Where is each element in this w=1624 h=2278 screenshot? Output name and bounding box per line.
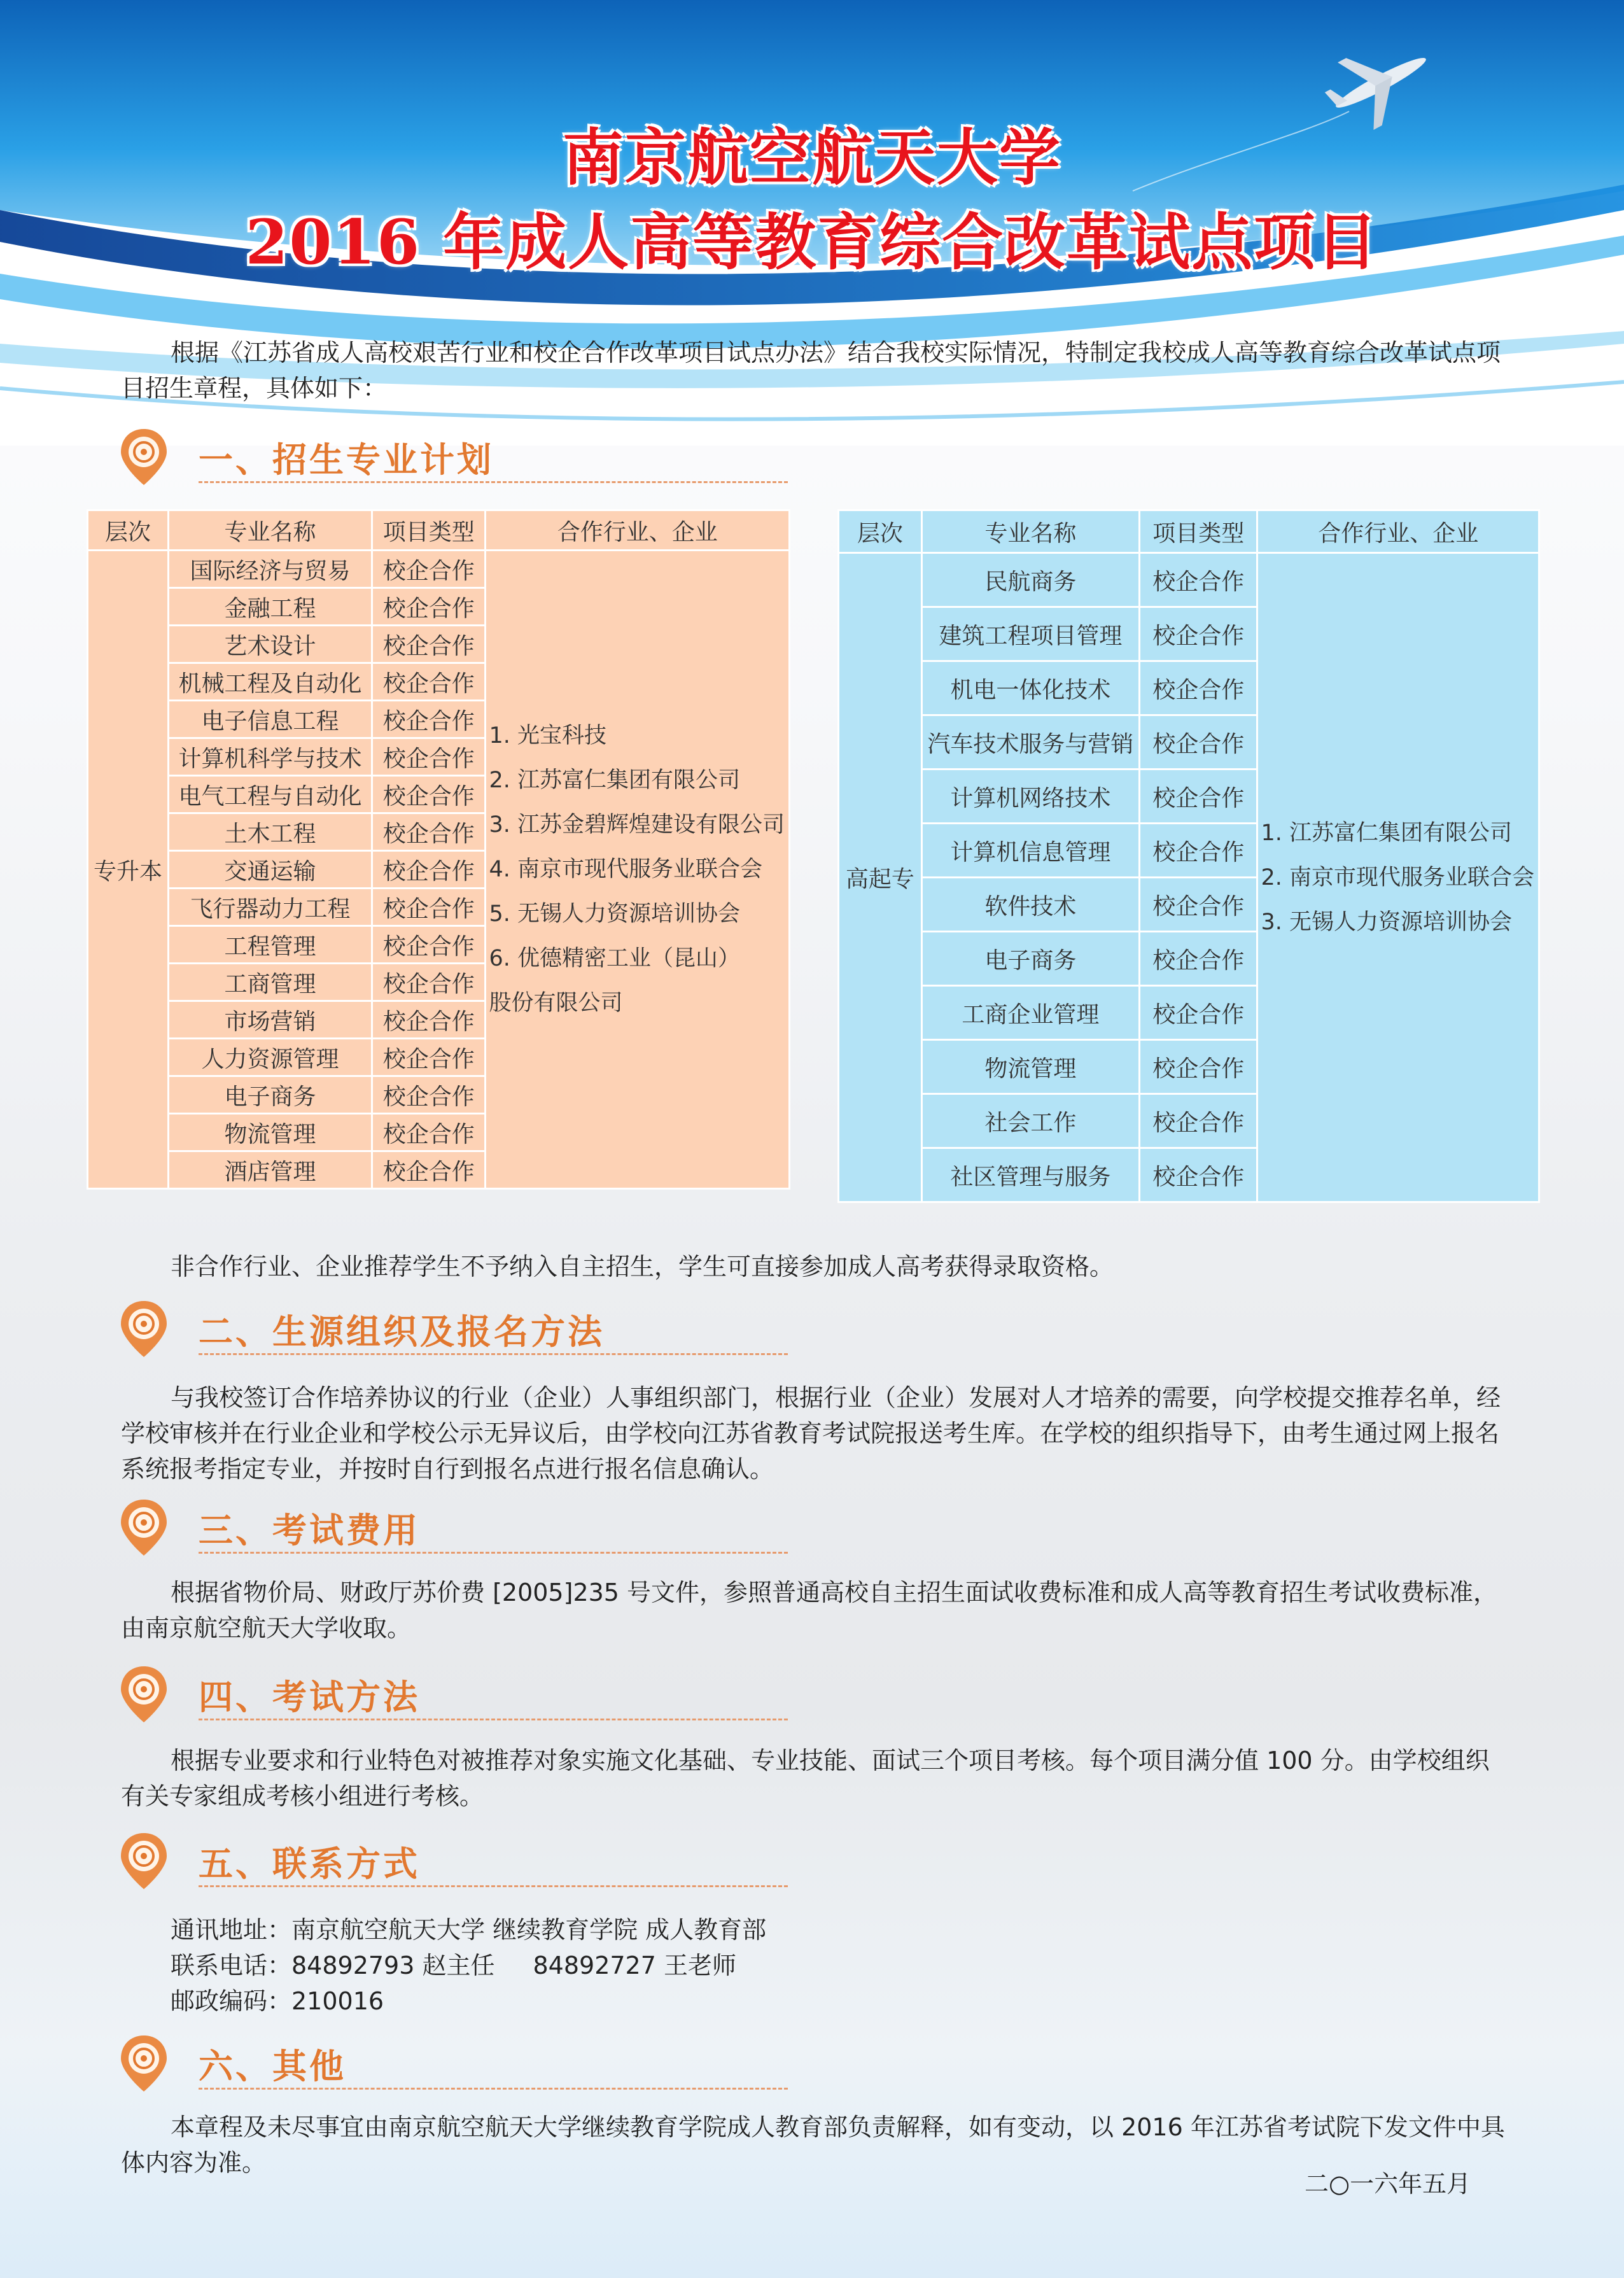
partners-cell [1257,553,1539,1202]
location-pin-icon [118,1831,169,1892]
partner-item: 1. 光宝科技 [489,723,606,749]
type-cell: 校企合作 [372,813,486,851]
type-cell: 校企合作 [1140,1148,1257,1202]
type-cell: 校企合作 [372,1001,486,1039]
type-cell: 校企合作 [372,851,486,889]
major-cell: 社区管理与服务 [921,1148,1139,1202]
type-cell: 校企合作 [372,926,486,964]
major-cell: 工商管理 [169,964,372,1001]
header-major: 专业名称 [921,510,1139,553]
section-heading-5 [118,1831,691,1894]
major-cell: 计算机网络技术 [921,770,1139,824]
type-cell: 校企合作 [372,1151,486,1189]
partner-item: 2. 南京市现代服务业联合会 [1261,864,1534,890]
major-cell: 人力资源管理 [169,1039,372,1076]
major-cell: 计算机科学与技术 [169,738,372,776]
type-cell: 校企合作 [1140,553,1257,607]
major-cell: 土木工程 [169,813,372,851]
section3-paragraph [121,1575,1508,1646]
header-major: 专业名称 [169,510,372,551]
plan-table-junior-college [837,509,1540,1203]
type-cell: 校企合作 [372,964,486,1001]
section-title: 一、招生专业计划 [199,440,494,480]
issue-date: 二○一六年五月 [1305,2170,1471,2198]
intro-paragraph [121,335,1508,406]
type-cell: 校企合作 [1140,607,1257,661]
type-cell: 校企合作 [1140,661,1257,715]
location-pin-icon [118,2033,169,2094]
type-cell: 校企合作 [372,776,486,813]
major-cell: 民航商务 [921,553,1139,607]
title-line-2: 2016 年成人高等教育综合改革试点项目 [245,206,1379,278]
major-cell: 建筑工程项目管理 [921,607,1139,661]
partner-item: 3. 无锡人力资源培训协会 [1261,909,1512,935]
major-cell: 软件技术 [921,878,1139,932]
type-cell: 校企合作 [372,588,486,626]
intro-text: 根据《江苏省成人高校艰苦行业和校企合作改革项目试点办法》结合我校实际情况，特制定我校成人高等教育综合改革试点项目招生章程，具体如下： [121,339,1501,402]
location-pin-icon [118,1497,169,1558]
section6-text: 本章程及未尽事宜由南京航空航天大学继续教育学院成人教育部负责解释，如有变动，以 2016 年江苏省考试院下发文件中具体内容为准。 [121,2113,1505,2177]
contact-address: 通讯地址：南京航空航天大学 继续教育学院 成人教育部 [171,1916,767,1944]
level-cell: 专升本 [88,551,169,1189]
location-pin-icon [118,1298,169,1360]
type-cell: 校企合作 [372,626,486,663]
location-pin-icon [118,1664,169,1725]
section-heading-1 [118,426,691,490]
contact-phone-1: 联系电话：84892793 赵主任 [171,1951,495,1979]
header-type: 项目类型 [1140,510,1257,553]
major-cell: 机电一体化技术 [921,661,1139,715]
partner-item: 6. 优德精密工业（昆山） [489,946,740,971]
type-cell: 校企合作 [372,738,486,776]
location-pin-icon [118,426,169,488]
contact-postcode: 邮政编码：210016 [171,1987,384,2015]
type-cell: 校企合作 [1140,878,1257,932]
partner-item: 股份有限公司 [489,990,623,1016]
section-divider [199,1719,788,1720]
contact-phone-2: 84892727 王老师 [533,1951,736,1979]
section-divider [199,1353,788,1355]
table-header-row [88,510,790,551]
section-heading-6 [118,2033,691,2097]
plan-table-upgrade [87,509,790,1190]
type-cell: 校企合作 [372,663,486,701]
note-text: 非合作行业、企业推荐学生不予纳入自主招生，学生可直接参加成人高考获得录取资格。 [171,1253,1114,1281]
partner-item: 2. 江苏富仁集团有限公司 [489,768,740,793]
major-cell: 飞行器动力工程 [169,889,372,926]
type-cell: 校企合作 [372,701,486,738]
level-cell: 高起专 [839,553,922,1202]
section-title: 四、考试方法 [199,1677,420,1717]
type-cell: 校企合作 [1140,986,1257,1040]
section-title: 二、生源组织及报名方法 [199,1312,605,1352]
major-cell: 物流管理 [169,1114,372,1151]
type-cell: 校企合作 [372,1114,486,1151]
partner-item: 1. 江苏富仁集团有限公司 [1261,820,1512,846]
major-cell: 电子商务 [921,932,1139,986]
header-level: 层次 [88,510,169,551]
section-title: 六、其他 [199,2046,346,2086]
major-cell: 艺术设计 [169,626,372,663]
partner-item: 4. 南京市现代服务业联合会 [489,857,762,882]
type-cell: 校企合作 [372,551,486,588]
major-cell: 社会工作 [921,1094,1139,1148]
section-divider [199,481,788,483]
header-partners: 合作行业、企业 [486,510,790,551]
table-header-row [839,510,1539,553]
major-cell: 物流管理 [921,1040,1139,1094]
major-cell: 国际经济与贸易 [169,551,372,588]
section-divider [199,1552,788,1554]
type-cell: 校企合作 [372,889,486,926]
header-type: 项目类型 [372,510,486,551]
type-cell: 校企合作 [372,1076,486,1114]
section3-text: 根据省物价局、财政厅苏价费 [2005]235 号文件，参照普通高校自主招生面试收费标准和成人高等教育招生考试收费标准，由南京航空航天大学收取。 [121,1578,1498,1642]
major-cell: 酒店管理 [169,1151,372,1189]
major-cell: 工商企业管理 [921,986,1139,1040]
section6-paragraph [121,2109,1508,2181]
major-cell: 工程管理 [169,926,372,964]
section-heading-4 [118,1664,691,1727]
type-cell: 校企合作 [1140,1094,1257,1148]
table-row [88,551,790,588]
partners-cell [486,551,790,1189]
section-heading-3 [118,1497,691,1561]
section4-text: 根据专业要求和行业特色对被推荐对象实施文化基础、专业技能、面试三个项目考核。每个项目满分值 100 分。由学校组织有关专家组成考核小组进行考核。 [121,1747,1490,1810]
major-cell: 市场营销 [169,1001,372,1039]
contact-phone [171,1948,736,1983]
section-divider [199,2088,788,2090]
type-cell: 校企合作 [1140,715,1257,770]
section-title: 五、联系方式 [199,1844,420,1884]
major-cell: 汽车技术服务与营销 [921,715,1139,770]
header-partners: 合作行业、企业 [1257,510,1539,553]
section4-paragraph [121,1743,1508,1814]
major-cell: 电气工程与自动化 [169,776,372,813]
partner-item: 5. 无锡人力资源培训协会 [489,901,740,927]
type-cell: 校企合作 [1140,932,1257,986]
type-cell: 校企合作 [1140,1040,1257,1094]
section2-text: 与我校签订合作培养协议的行业（企业）人事组织部门，根据行业（企业）发展对人才培养的需要，向学校提交推荐名单，经学校审核并在行业企业和学校公示无异议后，由学校向江苏省教育考试院报送考生库。在学校的组织指导下，由考生通过网上报名系统报考指定专业，并按时自行到报名点进行报名信息确认。 [121,1384,1501,1483]
section2-paragraph [121,1380,1508,1487]
major-cell: 电子信息工程 [169,701,372,738]
partner-item: 3. 江苏金碧辉煌建设有限公司 [489,812,785,838]
major-cell: 交通运输 [169,851,372,889]
major-cell: 电子商务 [169,1076,372,1114]
note-paragraph [121,1249,1508,1284]
section-divider [199,1885,788,1887]
section-heading-2 [118,1298,691,1362]
major-cell: 计算机信息管理 [921,824,1139,878]
type-cell: 校企合作 [1140,824,1257,878]
header-level: 层次 [839,510,922,553]
major-cell: 金融工程 [169,588,372,626]
table-row [839,553,1539,607]
title-line-1: 南京航空航天大学 [563,122,1061,193]
type-cell: 校企合作 [1140,770,1257,824]
type-cell: 校企合作 [372,1039,486,1076]
section-title: 三、考试费用 [199,1510,420,1550]
major-cell: 机械工程及自动化 [169,663,372,701]
